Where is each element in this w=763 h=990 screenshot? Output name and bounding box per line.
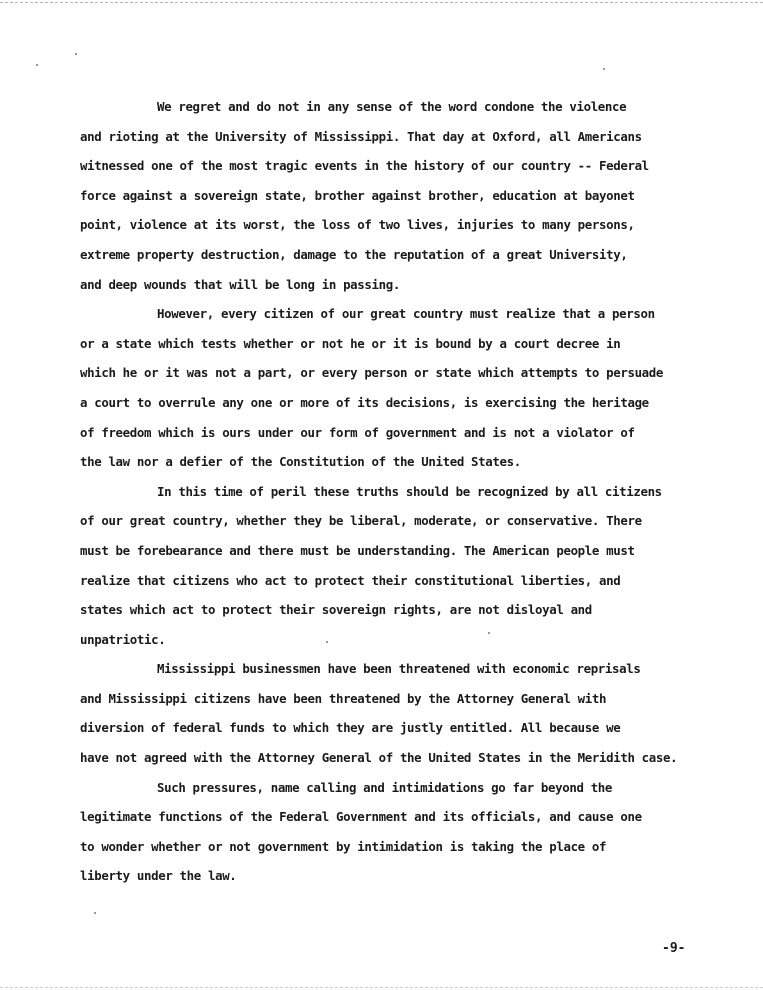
page-number: -9- (662, 941, 686, 956)
paragraph (80, 477, 720, 655)
paragraph (80, 654, 720, 772)
document-body (80, 92, 720, 891)
text-line: and rioting at the University of Mississippi. That day at Oxford, all Americans (80, 128, 642, 144)
text-line: In this time of peril these truths should be recognized by all citizens (157, 483, 662, 499)
scan-speck (36, 64, 38, 66)
text-line: point, violence at its worst, the loss of two lives, injuries to many persons, (80, 217, 635, 233)
text-line: states which act to protect their sovereign rights, are not disloyal and (80, 602, 592, 618)
paragraph (80, 92, 720, 299)
text-line: and Mississippi citizens have been threatened by the Attorney General with (80, 690, 607, 706)
page-bottom-edge (0, 987, 763, 988)
text-line: We regret and do not in any sense of the word condone the violence (157, 99, 627, 114)
page-top-edge (0, 2, 763, 3)
text-line: have not agreed with the Attorney General of the United States in the Meridith case. (80, 750, 678, 766)
text-line: Such pressures, name calling and intimidations go far beyond the (157, 779, 613, 795)
text-line: the law nor a defier of the Constitution of the United States. (80, 454, 521, 470)
text-line: of our great country, whether they be liberal, moderate, or conservative. There (80, 513, 642, 529)
text-line: must be forebearance and there must be understanding. The American people must (80, 542, 635, 558)
text-line: realize that citizens who act to protect their constitutional liberties, and (80, 572, 621, 588)
scan-speck (603, 68, 605, 70)
text-line: force against a sovereign state, brother against brother, education at bayonet (80, 187, 635, 203)
text-line: extreme property destruction, damage to the reputation of a great University, (80, 246, 628, 262)
paragraph (80, 299, 720, 477)
text-line: to wonder whether or not government by intimidation is taking the place of (80, 838, 607, 854)
text-line: which he or it was not a part, or every person or state which attempts to persuade (80, 365, 664, 381)
text-line: unpatriotic. (80, 631, 166, 647)
text-line: of freedom which is ours under our form of government and is not a violator of (80, 424, 635, 440)
text-line: witnessed one of the most tragic events in the history of our country -- Federal (80, 158, 649, 174)
text-line: a court to overrule any one or more of its decisions, is exercising the heritage (80, 394, 649, 410)
paragraph (80, 773, 720, 891)
scan-speck (75, 53, 77, 55)
scan-speck (94, 912, 96, 914)
text-line: Mississippi businessmen have been threatened with economic reprisals (157, 661, 641, 677)
text-line: liberty under the law. (80, 868, 237, 884)
text-line: or a state which tests whether or not he or it is bound by a court decree in (80, 335, 621, 351)
text-line: legitimate functions of the Federal Government and its officials, and cause one (80, 809, 642, 825)
text-line: However, every citizen of our great country must realize that a person (157, 306, 655, 322)
text-line: and deep wounds that will be long in passing. (80, 276, 400, 292)
text-line: diversion of federal funds to which they are justly entitled. All because we (80, 720, 621, 736)
